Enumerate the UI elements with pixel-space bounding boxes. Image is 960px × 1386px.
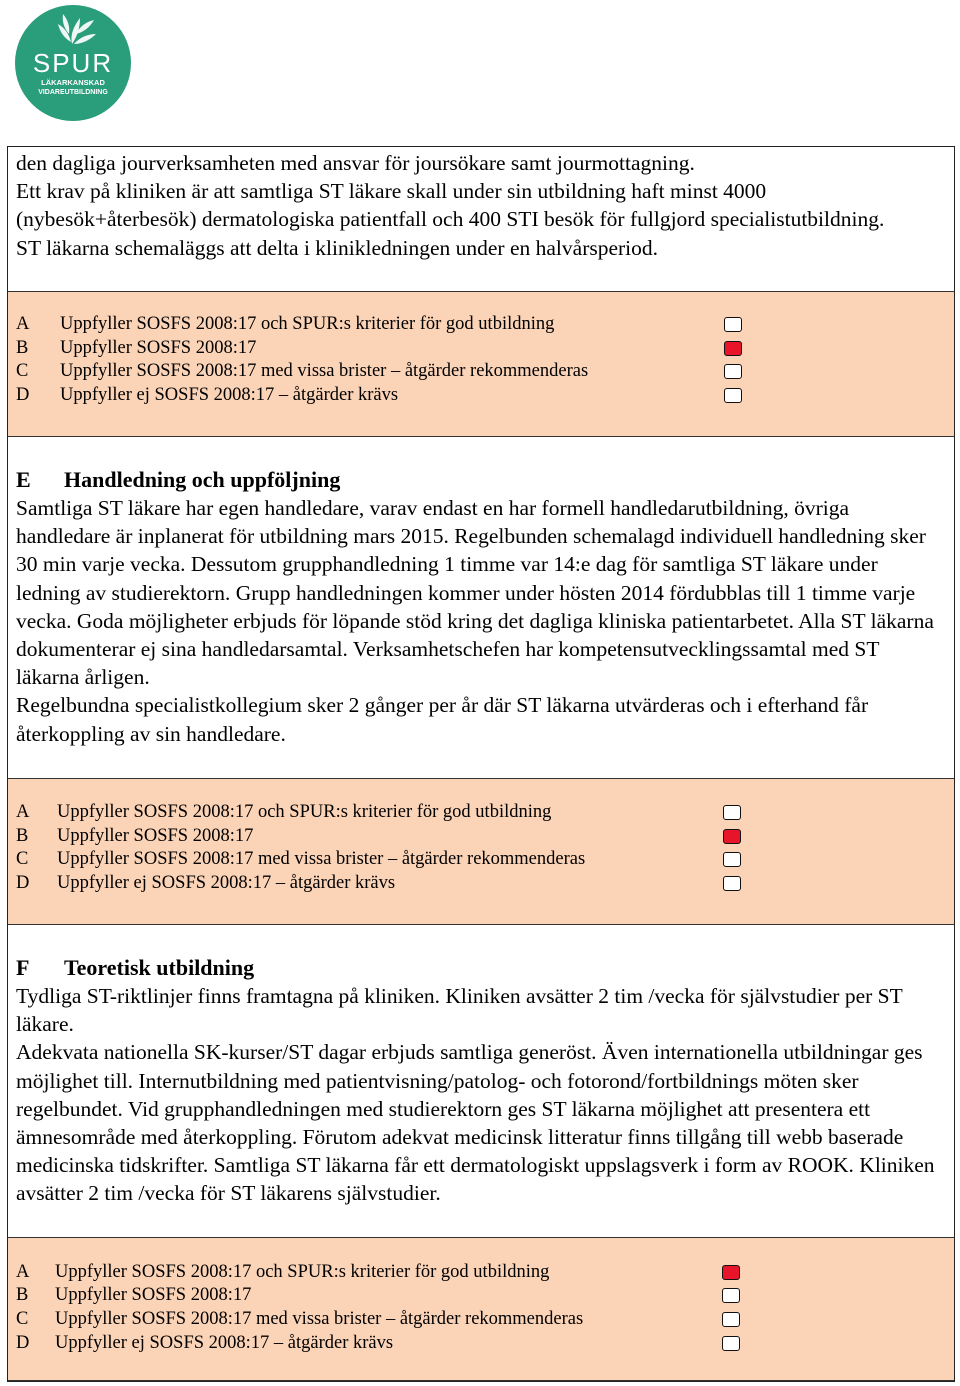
option-text: Uppfyller SOSFS 2008:17 xyxy=(55,1285,252,1305)
checkbox-b[interactable] xyxy=(722,1288,740,1303)
rating-option-c xyxy=(16,1308,954,1331)
logo-tagline-1: LÄKARKANSKAD xyxy=(41,78,105,87)
option-text: Uppfyller SOSFS 2008:17 med vissa brister – åtgärder rekommenderas xyxy=(55,1309,584,1329)
logo-wordmark: SPUR xyxy=(32,48,114,78)
option-letter: B xyxy=(16,826,29,846)
rating-option-b xyxy=(16,1284,954,1307)
logo-tagline-2: VIDAREUTBILDNING xyxy=(38,89,108,96)
paragraph: Samtliga ST läkare har egen handledare, varav endast en har formell handledarutbildning, övriga handledare är inplanerat för utbildning mars 2015. Regelbunden schemalagd individuell handledning sker 30 min varje vecka. Dessutom grupphandledning 1 timme var 14:e dag för samtliga ST läkare under ledning av studierektorn. Grupp handledningen kommer under hösten 2014 fördubblas till 1 timme varje vecka. Goda möjligheter erbjuds för löpande stöd kring det dagliga kliniska patientarbetet. Alla ST läkarna dokumenterar ej sina handledarsamtal. Verksamhetschefen har kompetensutvecklingssamtal med ST läkarna årligen. xyxy=(16,496,934,690)
rating-option-d xyxy=(16,1332,954,1355)
option-text: Uppfyller ej SOSFS 2008:17 – åtgärder krävs xyxy=(57,873,396,893)
checkbox-b[interactable] xyxy=(724,341,742,356)
section-heading xyxy=(8,466,954,494)
section-title: Handledning och uppföljning xyxy=(64,467,341,492)
rating-option-a xyxy=(16,801,954,824)
option-letter: B xyxy=(16,1285,29,1305)
checkbox-d[interactable] xyxy=(723,876,741,891)
section-letter: E xyxy=(16,467,31,492)
paragraph: den dagliga jourverksamheten med ansvar för joursökare samt jourmottagning. xyxy=(16,151,695,175)
checkbox-a[interactable] xyxy=(722,1265,740,1280)
checkbox-c[interactable] xyxy=(723,852,741,867)
option-text: Uppfyller SOSFS 2008:17 med vissa brister – åtgärder rekommenderas xyxy=(60,361,589,381)
rating-box-d xyxy=(8,291,954,437)
rating-option-a xyxy=(16,313,954,336)
option-letter: D xyxy=(16,873,30,893)
section-letter: F xyxy=(16,955,30,980)
option-text: Uppfyller ej SOSFS 2008:17 – åtgärder krävs xyxy=(55,1333,394,1353)
checkbox-a[interactable] xyxy=(723,805,741,820)
paragraph: Tydliga ST-riktlinjer finns framtagna på kliniken. Kliniken avsätter 2 tim /vecka för självstudier per ST läkare. xyxy=(16,984,903,1037)
checkbox-b[interactable] xyxy=(723,829,741,844)
checkbox-a[interactable] xyxy=(724,317,742,332)
option-text: Uppfyller SOSFS 2008:17 och SPUR:s kriterier för god utbildning xyxy=(60,314,555,334)
checkbox-d[interactable] xyxy=(724,388,742,403)
paragraph: Regelbundna specialistkollegium sker 2 gånger per år där ST läkarna utvärderas och i efterhand får återkoppling av sin handledare. xyxy=(16,693,869,746)
option-letter: B xyxy=(16,338,29,358)
paragraph: Adekvata nationella SK-kurser/ST dagar erbjuds samtliga generöst. Även internationella utbildningar ges möjlighet till. Internutbildning med patientvisning/patolog- och fotorond/fortbildnings möten sker regelbundet. Vid grupphandledningen med studierektorn ges ST läkarna möjlighet att presentera ett ämnesområde med återkoppling. Förutom adekvat medicinsk litteratur finns tillgång till webb baserade medicinska tidskrifter. Samtliga ST läkarna får ett dermatologiskt uppslagsverk i form av ROOK. Kliniken avsätter 2 tim /vecka för ST läkarens självstudier. xyxy=(16,1040,935,1206)
option-text: Uppfyller SOSFS 2008:17 med vissa brister – åtgärder rekommenderas xyxy=(57,849,586,869)
rating-option-c xyxy=(16,360,954,383)
option-letter: C xyxy=(16,849,29,869)
option-letter: A xyxy=(16,314,30,334)
checkbox-c[interactable] xyxy=(722,1312,740,1327)
rating-box-f xyxy=(8,1237,954,1381)
option-letter: D xyxy=(16,1333,30,1353)
rating-option-d xyxy=(16,384,954,407)
rating-option-c xyxy=(16,848,954,871)
option-letter: C xyxy=(16,361,29,381)
option-letter: A xyxy=(16,802,30,822)
rating-option-d xyxy=(16,872,954,895)
rating-option-a xyxy=(16,1261,954,1284)
option-letter: D xyxy=(16,385,30,405)
spur-logo xyxy=(14,4,132,122)
option-text: Uppfyller SOSFS 2008:17 xyxy=(60,338,257,358)
option-letter: A xyxy=(16,1262,30,1282)
option-text: Uppfyller SOSFS 2008:17 och SPUR:s kriterier för god utbildning xyxy=(55,1262,550,1282)
section-title: Teoretisk utbildning xyxy=(64,955,255,980)
evaluation-table xyxy=(7,146,955,1382)
option-letter: C xyxy=(16,1309,29,1329)
option-text: Uppfyller SOSFS 2008:17 xyxy=(57,826,254,846)
rating-option-b xyxy=(16,337,954,360)
spur-logo-emblem xyxy=(14,4,132,122)
section-d-text xyxy=(8,149,954,291)
checkbox-c[interactable] xyxy=(724,364,742,379)
rating-box-e xyxy=(8,778,954,925)
section-heading xyxy=(8,954,954,982)
paragraph: Ett krav på kliniken är att samtliga ST läkare skall under sin utbildning haft minst 4000 (nybesök+återbesök) dermatologiska patientfall och 400 STI besök för fullgjord specialistutbildning. xyxy=(16,179,885,232)
option-text: Uppfyller ej SOSFS 2008:17 – åtgärder krävs xyxy=(60,385,399,405)
rating-option-b xyxy=(16,825,954,848)
section-e xyxy=(8,437,954,778)
checkbox-d[interactable] xyxy=(722,1336,740,1351)
paragraph: ST läkarna schemaläggs att delta i klinikledningen under en halvårsperiod. xyxy=(16,235,659,260)
section-f xyxy=(8,925,954,1237)
option-text: Uppfyller SOSFS 2008:17 och SPUR:s kriterier för god utbildning xyxy=(57,802,552,822)
